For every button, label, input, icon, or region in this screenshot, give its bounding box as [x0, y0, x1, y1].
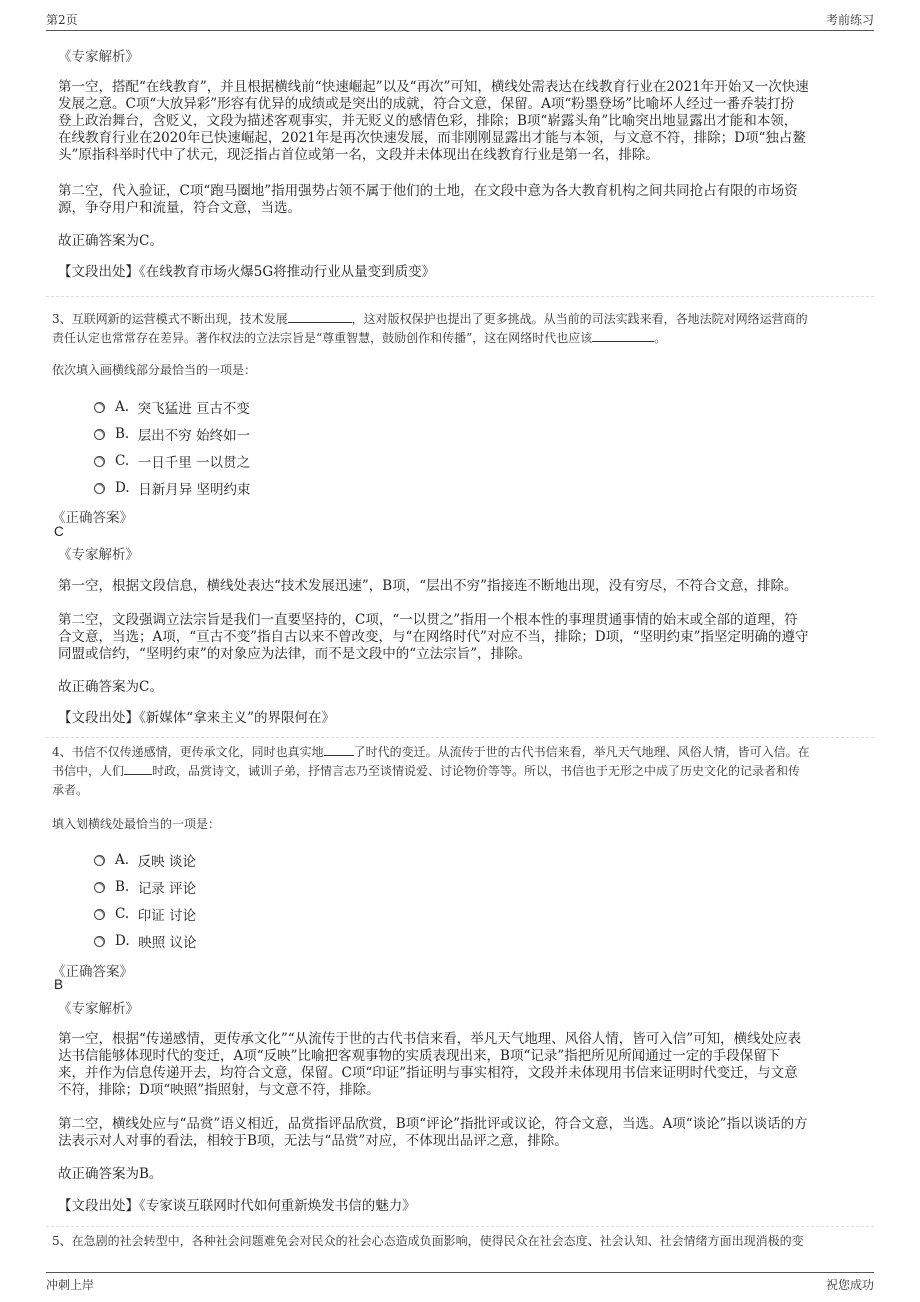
option-d[interactable]: D. 映照 议论	[94, 931, 197, 951]
answer-conclusion: 故正确答案为B。	[58, 1166, 163, 1182]
correct-answer-letter: C	[54, 524, 64, 539]
footer-right-text: 祝您成功	[825, 1277, 874, 1292]
question-stem-line: 责任认定也常常存在差异。著作权法的立法宗旨是“尊重智慧，鼓励创作和传播”，这在网络时代也应该 。	[52, 331, 667, 345]
answer-conclusion: 故正确答案为C。	[58, 679, 163, 695]
option-d[interactable]: D. 日新月异 坚明约束	[94, 478, 251, 498]
page-number: 第2页	[46, 12, 78, 27]
divider	[46, 737, 874, 739]
radio-icon[interactable]	[94, 402, 105, 413]
question-stem-line: 5、在急剧的社会转型中，各种社会问题难免会对民众的社会心态造成负面影响，使得民众在社会态度、社会认知、社会情绪方面出现消极的变	[52, 1234, 804, 1248]
analysis-line: 登上政治舞台，含贬义，文段为描述客观事实，并无贬义的感情色彩，排除；B项“崭露头角”比喻突出地显露出才能和本领，	[58, 113, 798, 129]
analysis-line: 第二空，代入验证，C项“跑马圈地”指用强势占领不属于他们的土地，在文段中意为各大教育机构之间共同抢占有限的市场资	[58, 183, 798, 199]
analysis-line: 第二空，横线处应与“品赏”语义相近，品赏指评品欣赏，B项“评论”指批评或议论，符合文意，当选。A项“谈论”指以谈话的方	[58, 1116, 808, 1132]
option-b[interactable]: B. 层出不穷 始终如一	[94, 424, 250, 444]
option-a[interactable]: A. 突飞猛进 亘古不变	[94, 397, 250, 417]
analysis-line: 发展之意。C项“大放异彩”形容有优异的成绩或是突出的成就，符合文意，保留。A项“粉墨登场”比喻坏人经过一番乔装打扮	[58, 96, 795, 112]
analysis-line: 第二空，文段强调立法宗旨是我们一直要坚持的，C项，“一以贯之”指用一个根本性的事理贯通事情的始末或全部的道理，符	[58, 612, 798, 628]
fill-blank	[288, 310, 352, 323]
divider	[46, 1226, 874, 1228]
analysis-line: 第一空，根据“传递感情，更传承文化”“从流传于世的古代书信来看，举凡天气地理、风俗人情，皆可入信”可知，横线处应表	[58, 1031, 802, 1047]
question-prompt: 填入划横线处最恰当的一项是：	[52, 817, 221, 831]
analysis-line: 第一空，搭配“在线教育”，并且根据横线前“快速崛起”以及“再次”可知，横线处需表达在线教育行业在2021年开始又一次快速	[58, 79, 809, 95]
question-stem-line: 3、互联网新的运营模式不断出现，技术发展 ，这对版权保护也提出了更多挑战。从当前的司法实践来看，各地法院对网络运营商的	[52, 312, 808, 326]
radio-icon[interactable]	[94, 882, 105, 893]
footer-left-text: 冲刺上岸	[46, 1277, 95, 1292]
analysis-line: 不符，排除；D项“映照”指照射，与文意不符，排除。	[58, 1082, 380, 1098]
fill-blank	[324, 743, 354, 756]
header-title: 考前练习	[825, 12, 874, 27]
answer-conclusion: 故正确答案为C。	[58, 233, 163, 249]
option-a[interactable]: A. 反映 谈论	[94, 850, 196, 870]
radio-icon[interactable]	[94, 483, 105, 494]
source-citation: 【文段出处】《在线教育市场火爆5G将推动行业从量变到质变》	[58, 264, 436, 280]
expert-analysis-label: 《专家解析》	[58, 49, 139, 65]
question-stem-line: 书信中，人们 时政，品赏诗文，诫训子弟，抒情言志乃至谈情说爱、讨论物价等等。所以，书信也于无形之中成了历史文化的记录者和传	[52, 764, 801, 778]
expert-analysis-label: 《专家解析》	[58, 547, 139, 563]
option-c[interactable]: C. 一日千里 一以贯之	[94, 451, 250, 471]
analysis-line: 源，争夺用户和流量，符合文意，当选。	[58, 200, 301, 216]
radio-icon[interactable]	[94, 456, 105, 467]
option-c[interactable]: C. 印证 讨论	[94, 904, 196, 924]
correct-answer-label: 《正确答案》	[52, 964, 133, 980]
radio-icon[interactable]	[94, 936, 105, 947]
correct-answer-letter: B	[54, 977, 64, 992]
page-footer	[46, 1272, 874, 1295]
fill-blank	[592, 329, 654, 342]
fill-blank	[124, 762, 152, 775]
analysis-line: 第一空，根据文段信息，横线处表达“技术发展迅速”，B项，“层出不穷”指接连不断地出现，没有穷尽，不符合文意，排除。	[58, 578, 798, 594]
question-number-text: 3、互联网新的运营模式不断出现，技术发展	[52, 312, 288, 326]
radio-icon[interactable]	[94, 909, 105, 920]
analysis-line: 来，并作为信息传递开去，均符合文意，保留。C项“印证”指证明与事实相符，文段并未体现用书信来证明时代变迁，与文意	[58, 1065, 798, 1081]
source-citation: 【文段出处】《专家谈互联网时代如何重新焕发书信的魅力》	[58, 1198, 416, 1214]
analysis-line: 法表示对人对事的看法，相较于B项，无法与“品赏”对应，不体现出品评之意，排除。	[58, 1133, 568, 1149]
expert-analysis-label: 《专家解析》	[58, 1001, 139, 1017]
source-citation: 【文段出处】《新媒体“拿来主义”的界限何在》	[58, 710, 336, 726]
radio-icon[interactable]	[94, 429, 105, 440]
question-stem-line: 承者。	[52, 783, 89, 797]
divider	[46, 296, 874, 298]
radio-icon[interactable]	[94, 855, 105, 866]
analysis-line: 达书信能够体现时代的变迁，A项“反映”比喻把客观事物的实质表现出来，B项“记录”指把所见所闻通过一定的手段保留下	[58, 1048, 781, 1064]
correct-answer-label: 《正确答案》	[52, 510, 133, 526]
option-b[interactable]: B. 记录 评论	[94, 877, 196, 897]
analysis-line: 同盟或信约，“坚明约束”的对象应为法律，而不是文段中的“立法宗旨”，排除。	[58, 646, 532, 662]
question-prompt: 依次填入画横线部分最恰当的一项是：	[52, 363, 257, 377]
page-header	[46, 8, 874, 31]
analysis-line: 在线教育行业在2020年已快速崛起，2021年是再次快速发展，而非刚刚显露出才能与本领，与文意不符，排除；D项“独占鳌	[58, 130, 806, 146]
analysis-line: 头”原指科举时代中了状元，现泛指占首位或第一名，文段并未体现出在线教育行业是第一名，排除。	[58, 147, 659, 163]
question-stem-line: 4、书信不仅传递感情，更传承文化，同时也真实地 了时代的变迁。从流传于世的古代书信来看，举凡天气地理、风俗人情，皆可入信。在	[52, 745, 810, 759]
analysis-line: 合文意，当选；A项，“亘古不变”指自古以来不曾改变，与“在网络时代”对应不当，排除；D项，“坚明约束”指坚定明确的遵守	[58, 629, 809, 645]
